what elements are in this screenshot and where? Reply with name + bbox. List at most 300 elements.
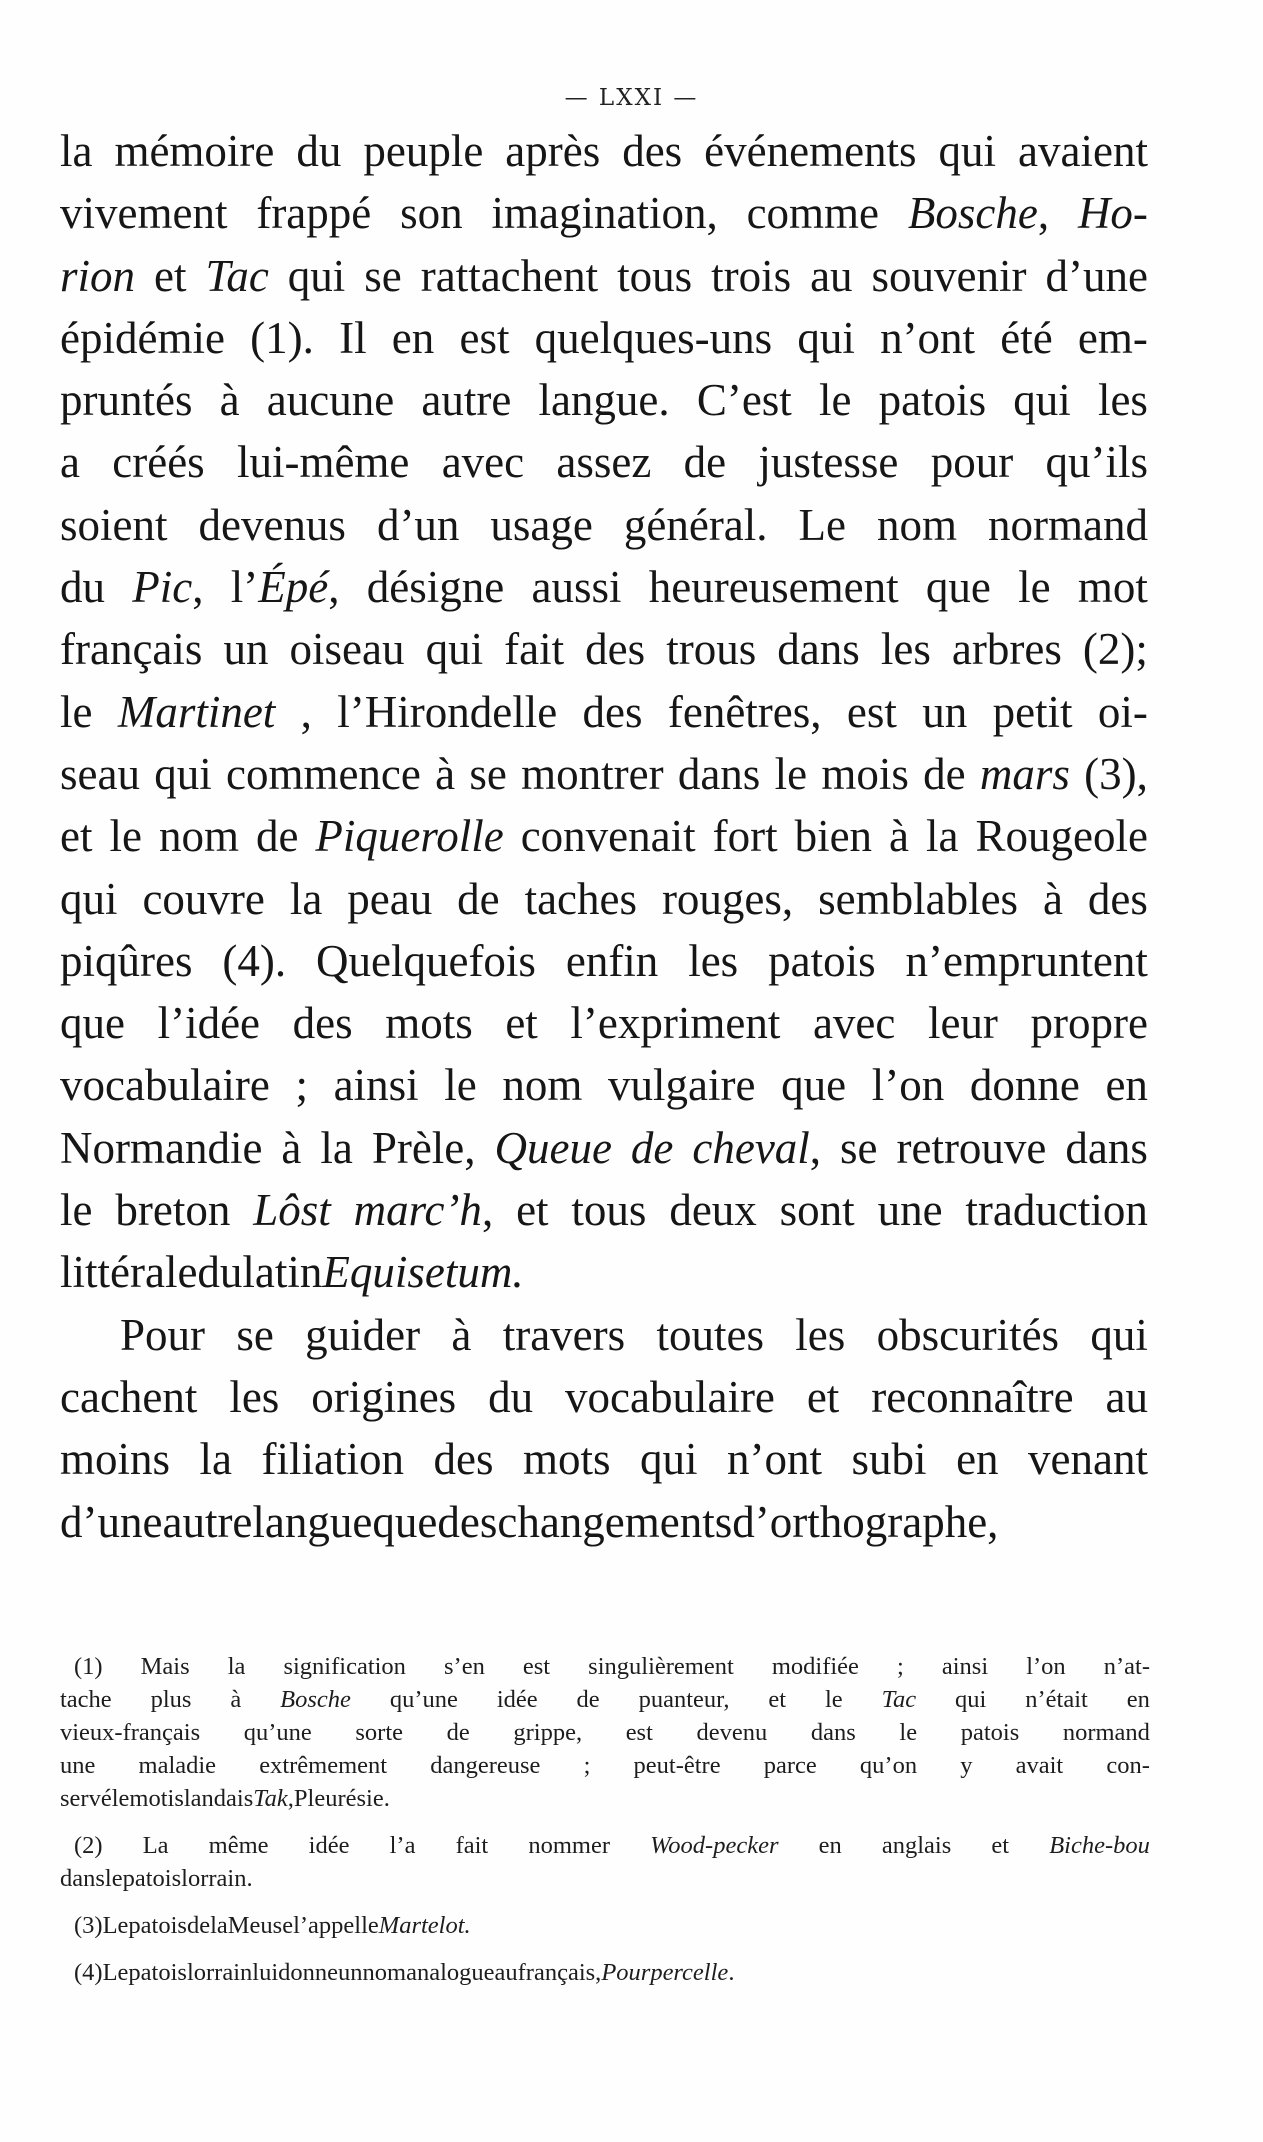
word: patois bbox=[878, 375, 987, 426]
word: Quelquefois bbox=[316, 935, 536, 986]
word: petit bbox=[992, 686, 1073, 737]
word: peut-être bbox=[633, 1752, 721, 1779]
word: mot bbox=[129, 1785, 168, 1812]
word: patois bbox=[960, 1719, 1020, 1746]
word: lorrain bbox=[186, 1959, 253, 1986]
word: de bbox=[457, 873, 500, 924]
word: quelques-uns bbox=[534, 312, 773, 363]
word: modifiée bbox=[771, 1653, 859, 1680]
word: avaient bbox=[1018, 126, 1148, 176]
word: en bbox=[1126, 1686, 1150, 1713]
word: donne bbox=[969, 1060, 1080, 1111]
word: qu’une bbox=[243, 1719, 312, 1746]
word: l’on bbox=[1026, 1653, 1066, 1680]
word: (2) bbox=[74, 1832, 103, 1859]
word: plus bbox=[150, 1686, 192, 1713]
body-line bbox=[60, 556, 1148, 618]
word: d’une bbox=[60, 1496, 163, 1547]
word: à bbox=[230, 1686, 242, 1713]
word: que bbox=[781, 1060, 847, 1111]
word: puanteur, bbox=[638, 1686, 730, 1713]
word: islandais bbox=[167, 1785, 254, 1812]
body-line bbox=[60, 1366, 1148, 1428]
word: trois bbox=[711, 250, 792, 301]
word: fenêtres, bbox=[667, 686, 822, 737]
word: sont bbox=[779, 1185, 855, 1236]
word: les bbox=[229, 1371, 280, 1422]
word: qu’une bbox=[389, 1686, 458, 1713]
word: la bbox=[320, 1122, 353, 1173]
word: des bbox=[585, 624, 646, 675]
word: reconnaître bbox=[871, 1371, 1074, 1422]
word: peuple bbox=[363, 126, 484, 176]
word: du bbox=[197, 1247, 243, 1298]
word: Pourpercelle bbox=[601, 1959, 729, 1986]
body-line bbox=[60, 245, 1148, 307]
word: s’en bbox=[444, 1653, 485, 1680]
word: la bbox=[199, 1434, 233, 1485]
word: est bbox=[846, 686, 897, 737]
word: à bbox=[435, 748, 456, 799]
word: que bbox=[60, 998, 125, 1049]
word: leur bbox=[927, 998, 998, 1049]
word: Meuse bbox=[227, 1912, 294, 1939]
footnote-line bbox=[60, 1749, 1150, 1782]
word: la bbox=[926, 811, 959, 862]
word: commence bbox=[225, 748, 421, 799]
word: un bbox=[338, 1959, 363, 1986]
word: qui bbox=[154, 748, 212, 799]
word: ; bbox=[583, 1752, 591, 1779]
word: général. bbox=[623, 499, 768, 550]
word: des bbox=[1087, 873, 1148, 924]
word: d’une bbox=[1045, 250, 1148, 301]
word: vulgaire bbox=[608, 1060, 756, 1111]
word: l’Épé, bbox=[230, 562, 340, 613]
word: la bbox=[289, 873, 323, 924]
word: le bbox=[824, 1686, 843, 1713]
word: changements bbox=[497, 1496, 733, 1547]
word: le bbox=[1018, 562, 1051, 613]
word: idée bbox=[308, 1832, 350, 1859]
word: du bbox=[296, 126, 342, 176]
footnote-line bbox=[60, 1829, 1150, 1862]
word: patois bbox=[122, 1865, 182, 1892]
word: nom bbox=[502, 1060, 583, 1111]
word: créés bbox=[112, 437, 205, 488]
word: de bbox=[186, 1912, 211, 1939]
word: subi bbox=[851, 1434, 927, 1485]
word: des bbox=[437, 1496, 498, 1547]
word: et bbox=[768, 1686, 787, 1713]
word: piqûres bbox=[60, 935, 193, 986]
word: n’empruntent bbox=[905, 935, 1148, 986]
footnote-line bbox=[60, 1956, 1150, 1989]
footnote-line bbox=[60, 1862, 1150, 1895]
word: patois bbox=[128, 1959, 187, 1986]
word: fait bbox=[504, 624, 565, 675]
word: le bbox=[899, 1719, 918, 1746]
word: tous bbox=[617, 250, 693, 301]
page-number-header: — LXXI — bbox=[564, 85, 699, 111]
word: nom bbox=[876, 499, 957, 550]
word: (4) bbox=[74, 1959, 103, 1986]
word: une bbox=[60, 1752, 96, 1779]
word: épidémie bbox=[60, 312, 225, 363]
word: en bbox=[391, 312, 435, 363]
word: Piquerolle bbox=[315, 811, 504, 862]
body-line bbox=[60, 369, 1148, 431]
word: bien bbox=[794, 811, 873, 862]
word: Le bbox=[102, 1912, 129, 1939]
footnote-line bbox=[60, 1909, 1150, 1942]
word: deux bbox=[669, 1185, 757, 1236]
word: à bbox=[281, 1122, 302, 1173]
word: et bbox=[153, 250, 187, 301]
word: l’idée bbox=[157, 998, 261, 1049]
word: qui bbox=[640, 1434, 698, 1485]
word: qui bbox=[1090, 1309, 1148, 1360]
word: (1). bbox=[250, 312, 314, 363]
word: vocabulaire bbox=[60, 1060, 270, 1111]
word: Bosche, bbox=[907, 188, 1050, 239]
word: C’est bbox=[696, 375, 792, 426]
word: événements bbox=[704, 126, 917, 176]
word: de bbox=[576, 1686, 600, 1713]
word: cachent bbox=[60, 1371, 198, 1422]
word: mots bbox=[385, 998, 473, 1049]
word: analogue bbox=[406, 1959, 495, 1986]
word: en bbox=[956, 1434, 999, 1485]
word: a bbox=[60, 437, 80, 488]
word: la bbox=[60, 126, 93, 176]
word: qui bbox=[1013, 375, 1071, 426]
word: Le bbox=[798, 499, 846, 550]
word: même bbox=[208, 1832, 269, 1859]
body-line bbox=[60, 743, 1148, 805]
body-line bbox=[60, 868, 1148, 930]
word: l’appelle bbox=[293, 1912, 379, 1939]
word: Tac bbox=[881, 1686, 917, 1713]
word: après bbox=[505, 126, 601, 176]
word: heureusement bbox=[648, 562, 899, 613]
word: Pour bbox=[120, 1309, 206, 1360]
word: langue bbox=[252, 1496, 373, 1547]
word: tache bbox=[60, 1686, 112, 1713]
word: les bbox=[1097, 375, 1148, 426]
word: marc’h, bbox=[353, 1185, 494, 1236]
footnote-line bbox=[60, 1782, 1150, 1815]
word: La bbox=[142, 1832, 169, 1859]
word: justesse bbox=[758, 437, 899, 488]
word: et bbox=[806, 1371, 840, 1422]
word: autre bbox=[162, 1496, 253, 1547]
word: nommer bbox=[528, 1832, 611, 1859]
word: singulièrement bbox=[588, 1653, 734, 1680]
word: au bbox=[1105, 1371, 1148, 1422]
word: oi- bbox=[1097, 686, 1148, 737]
word: rion bbox=[60, 250, 136, 301]
word: trous bbox=[666, 624, 757, 675]
word: n’était bbox=[1025, 1686, 1088, 1713]
word: qui bbox=[938, 126, 997, 176]
word: toutes bbox=[656, 1309, 764, 1360]
word: rouges, bbox=[661, 873, 794, 924]
word: Pleurésie. bbox=[293, 1785, 390, 1812]
word: dans bbox=[677, 748, 761, 799]
word: breton bbox=[115, 1185, 231, 1236]
word: l’a bbox=[389, 1832, 416, 1859]
word: ainsi bbox=[333, 1060, 419, 1111]
word: cheval, bbox=[692, 1122, 822, 1173]
word: (3) bbox=[74, 1912, 103, 1939]
word: Pic, bbox=[132, 562, 204, 613]
word: (3), bbox=[1084, 748, 1148, 799]
word: ; bbox=[295, 1060, 309, 1111]
word: dans bbox=[60, 1865, 105, 1892]
word: français bbox=[60, 624, 203, 675]
word: venant bbox=[1028, 1434, 1148, 1485]
word: langue. bbox=[538, 375, 670, 426]
word: assez bbox=[556, 437, 652, 488]
body-line bbox=[60, 992, 1148, 1054]
word: ainsi bbox=[941, 1653, 989, 1680]
word: dans bbox=[777, 624, 860, 675]
word: les bbox=[880, 624, 931, 675]
word: de bbox=[630, 1122, 674, 1173]
word: seau bbox=[60, 748, 140, 799]
word: à bbox=[219, 375, 240, 426]
word: littérale bbox=[60, 1247, 198, 1298]
word: se bbox=[364, 250, 402, 301]
word: Martinet bbox=[117, 686, 276, 737]
word: nom bbox=[362, 1959, 407, 1986]
word: . bbox=[728, 1959, 735, 1986]
word: avec bbox=[812, 998, 896, 1049]
word: Wood-pecker bbox=[650, 1832, 779, 1859]
word: un bbox=[922, 686, 968, 737]
body-line bbox=[60, 182, 1148, 244]
word: qu’ils bbox=[1045, 437, 1148, 488]
body-line bbox=[60, 431, 1148, 493]
word: propre bbox=[1030, 998, 1148, 1049]
body-line bbox=[60, 1179, 1148, 1241]
word: vieux-français bbox=[60, 1719, 201, 1746]
word: Ho- bbox=[1077, 188, 1148, 239]
word: de bbox=[446, 1719, 470, 1746]
word: Equisetum. bbox=[322, 1247, 524, 1298]
word: patois bbox=[128, 1912, 187, 1939]
word: patois bbox=[768, 935, 876, 986]
word: con- bbox=[1106, 1752, 1150, 1779]
word: pour bbox=[930, 437, 1014, 488]
word: dans bbox=[1065, 1122, 1148, 1173]
word: traduction bbox=[965, 1185, 1148, 1236]
word: anglais bbox=[881, 1832, 952, 1859]
footnote-line bbox=[60, 1683, 1150, 1716]
footnote-line bbox=[60, 1650, 1150, 1683]
word: retrouve bbox=[896, 1122, 1047, 1173]
word: le bbox=[60, 686, 93, 737]
word: servé bbox=[60, 1785, 112, 1812]
word: semblables bbox=[818, 873, 1019, 924]
word: les bbox=[688, 935, 739, 986]
word: qu’on bbox=[859, 1752, 918, 1779]
word: et bbox=[60, 811, 93, 862]
word: à bbox=[451, 1309, 472, 1360]
word: français, bbox=[517, 1959, 602, 1986]
word: des bbox=[582, 686, 643, 737]
body-line bbox=[60, 1054, 1148, 1116]
body-line bbox=[60, 805, 1148, 867]
word: vocabulaire bbox=[565, 1371, 775, 1422]
word: mots bbox=[523, 1434, 611, 1485]
word: couvre bbox=[142, 873, 265, 924]
word: maladie bbox=[138, 1752, 217, 1779]
word: donne bbox=[278, 1959, 339, 1986]
word: l’on bbox=[871, 1060, 945, 1111]
word: grippe, bbox=[513, 1719, 583, 1746]
word: été bbox=[1000, 312, 1053, 363]
word: qui bbox=[60, 873, 118, 924]
word: l’Hirondelle bbox=[337, 686, 558, 737]
word: em- bbox=[1077, 312, 1148, 363]
word: n’at- bbox=[1103, 1653, 1150, 1680]
word: la bbox=[210, 1912, 228, 1939]
word: pruntés bbox=[60, 375, 193, 426]
word: se bbox=[840, 1122, 878, 1173]
word: (1) bbox=[74, 1653, 103, 1680]
word: au bbox=[494, 1959, 518, 1986]
word: le bbox=[111, 1785, 130, 1812]
body-line bbox=[60, 307, 1148, 369]
body-line bbox=[60, 120, 1148, 182]
body-text bbox=[60, 120, 1148, 1553]
word: guider bbox=[305, 1309, 421, 1360]
word: filiation bbox=[261, 1434, 404, 1485]
word: est bbox=[459, 312, 510, 363]
word: (4). bbox=[222, 935, 287, 986]
word: est bbox=[625, 1719, 653, 1746]
word: taches bbox=[524, 873, 637, 924]
word: devenus bbox=[198, 499, 346, 550]
word: avec bbox=[441, 437, 525, 488]
word: qui bbox=[287, 250, 346, 301]
word: lorrain. bbox=[181, 1865, 253, 1892]
word: l’expriment bbox=[570, 998, 781, 1049]
body-line bbox=[60, 681, 1148, 743]
word: le bbox=[104, 1865, 123, 1892]
word: tous bbox=[571, 1185, 647, 1236]
word: fort bbox=[712, 811, 778, 862]
word: vivement bbox=[60, 188, 228, 239]
word: d’orthographe, bbox=[732, 1496, 999, 1547]
body-line bbox=[60, 494, 1148, 556]
word: arbres bbox=[951, 624, 1062, 675]
word: peau bbox=[347, 873, 433, 924]
word: du bbox=[60, 562, 105, 613]
word: lui-même bbox=[236, 437, 410, 488]
word: convenait bbox=[520, 811, 696, 862]
word: les bbox=[795, 1309, 846, 1360]
word: n’ont bbox=[727, 1434, 823, 1485]
word: comme bbox=[746, 188, 880, 239]
word: travers bbox=[502, 1309, 626, 1360]
body-line bbox=[60, 1241, 1148, 1303]
word: normand bbox=[987, 499, 1148, 550]
word: Queue bbox=[494, 1122, 612, 1173]
word: devenu bbox=[696, 1719, 768, 1746]
footnote-line bbox=[60, 1716, 1150, 1749]
word: dangereuse bbox=[430, 1752, 541, 1779]
word: de bbox=[923, 748, 966, 799]
word: des bbox=[433, 1434, 494, 1485]
word: Tak, bbox=[253, 1785, 294, 1812]
word: Martelot. bbox=[378, 1912, 471, 1939]
word: nom bbox=[158, 811, 239, 862]
body-line bbox=[60, 1117, 1148, 1179]
word: mars bbox=[979, 748, 1070, 799]
word: au bbox=[810, 250, 853, 301]
word: , bbox=[300, 686, 312, 737]
word: rattachent bbox=[420, 250, 599, 301]
body-line bbox=[60, 930, 1148, 992]
word: la bbox=[227, 1653, 246, 1680]
word: le bbox=[774, 748, 808, 799]
body-line bbox=[60, 1428, 1148, 1490]
word: à bbox=[889, 811, 910, 862]
word: Biche-bou bbox=[1049, 1832, 1150, 1859]
body-line bbox=[60, 1304, 1148, 1366]
word: se bbox=[469, 748, 507, 799]
word: mémoire bbox=[114, 126, 275, 176]
word: avait bbox=[1015, 1752, 1064, 1779]
word: Prèle, bbox=[371, 1122, 476, 1173]
word: moins bbox=[60, 1434, 171, 1485]
word: parce bbox=[763, 1752, 817, 1779]
word: Tac bbox=[205, 250, 269, 301]
word: que bbox=[372, 1496, 438, 1547]
word: imagination, bbox=[491, 188, 718, 239]
word: ; bbox=[896, 1653, 904, 1680]
word: lui bbox=[252, 1959, 279, 1986]
word: son bbox=[400, 188, 463, 239]
word: Lôst bbox=[253, 1185, 331, 1236]
word: Mais bbox=[140, 1653, 190, 1680]
word: et bbox=[991, 1832, 1010, 1859]
body-line bbox=[60, 618, 1148, 680]
word: frappé bbox=[256, 188, 372, 239]
word: se bbox=[236, 1309, 274, 1360]
word: le bbox=[444, 1060, 477, 1111]
word: mois bbox=[821, 748, 909, 799]
word: en bbox=[1105, 1060, 1148, 1111]
word: oiseau bbox=[289, 624, 405, 675]
word: n’ont bbox=[880, 312, 976, 363]
footnotes bbox=[60, 1650, 1150, 1989]
word: qui bbox=[425, 624, 484, 675]
word: obscurités bbox=[876, 1309, 1060, 1360]
word: à bbox=[1043, 873, 1063, 924]
word: et bbox=[505, 998, 538, 1049]
word: y bbox=[960, 1752, 973, 1779]
word: qui bbox=[955, 1686, 987, 1713]
word: fait bbox=[455, 1832, 489, 1859]
word: en bbox=[818, 1832, 842, 1859]
body-line bbox=[60, 1491, 1148, 1553]
word: et bbox=[516, 1185, 549, 1236]
word: Il bbox=[339, 312, 367, 363]
